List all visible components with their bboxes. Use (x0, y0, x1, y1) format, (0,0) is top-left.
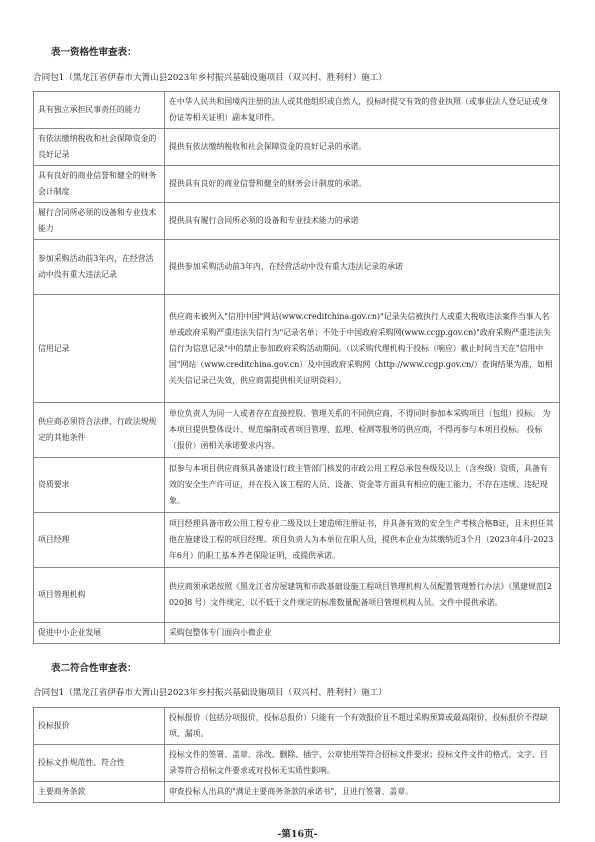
page-number: -第16页- (277, 829, 318, 840)
row-item: 项目经理 (34, 513, 165, 568)
row-item: 信用记录 (34, 295, 165, 403)
row-item: 参加采购活动前3年内，在经营活动中没有重大违法记录 (34, 240, 165, 295)
table2-title: 表二符合性审查表： (51, 663, 137, 674)
row-item: 投标文件规范性、符合性 (34, 745, 165, 782)
table-row (34, 745, 560, 782)
table-row (34, 92, 560, 129)
row-item: 有依法缴纳税收和社会保障资金的良好记录 (34, 129, 165, 166)
table-row (34, 203, 560, 240)
table-row (34, 513, 560, 568)
table-row (34, 708, 560, 745)
row-item: 具有良好的商业信誉和健全的财务会计制度 (34, 166, 165, 203)
table-row (34, 295, 560, 403)
row-item: 促进中小企业发展 (34, 623, 165, 644)
table-row (34, 240, 560, 295)
row-content: 提供具有良好的商业信誉和健全的财务会计制度的承诺。 (165, 166, 560, 203)
row-content: 在中华人民共和国境内注册的法人或其他组织或自然人，投标时提交有效的营业执照（或事业法人登记证或身份证等相关证明）副本复印件。 (165, 92, 560, 129)
row-content: 采购包整体专门面向小微企业 (165, 623, 560, 644)
row-content: 投标文件的签署、盖章、涂改、删除、插字、公章使用等符合招标文件要求；投标文件文件的格式、文字、目录等符合招标文件要求或对投标无实质性影响。 (165, 745, 560, 782)
row-content: 提供参加采购活动前3年内，在经营活动中没有重大违法记录的承诺 (165, 240, 560, 295)
row-content: 供应商未被列入"信用中国"网站(www.creditchina.gov.cn)"记录失信被执行人或重大税收违法案件当事人名单或政府采购严重违法失信行为"记录名单；不处于中国政府采购网(www.ccgp.gov.cn)"政府采购严重违法失信行为信息记录"中的禁止参加政府采购活动期间。（以采购代理机构于投标（响应）截止时间当天在"信用中国"网站（www.creditchina.gov.cn）及中国政府采购网（http://www.ccgp.gov.cn/）查询结果为准，如相关失信记录已失效，供应商需提供相关证明资料）。 (165, 295, 560, 403)
row-content: 供应商须承诺按照《黑龙江省房屋建筑和市政基础设施工程项目管理机构人员配置管理暂行办法》（黑建规范[2020]8 号）文件规定，以不低于文件规定的标准数量配备项目管理机构人员。文件中提供承诺。 (165, 568, 560, 623)
table-row (34, 403, 560, 458)
row-content: 提供具有履行合同所必须的设备和专业技术能力的承诺 (165, 203, 560, 240)
row-content: 审查投标人出具的"满足主要商务条款的承诺书"，且进行签署、盖章。 (165, 782, 560, 803)
table-row (34, 129, 560, 166)
table-row (34, 568, 560, 623)
row-item: 供应商必须符合法律、行政法规规定的其他条件 (34, 403, 165, 458)
table1-title: 表一资格性审查表： (51, 47, 137, 58)
row-item: 项目管理机构 (34, 568, 165, 623)
row-content: 单位负责人为同一人或者存在直接控股、管理关系的不同供应商，不得同时参加本采购项目（包组）投标。 为本项目提供整体设计、规范编制或者项目管理、监理、检测等服务的供应商，不得再参与本项目投标。 投标（报价）函相关承诺要求内容。 (165, 403, 560, 458)
row-content: 项目经理具备市政公用工程专业二级及以上建造师注册证书，并具备有效的安全生产考核合格B证，且未担任其他在施建设工程的项目经理。项目负责人为本单位在职人员，提供本企业为其缴纳近3个月（2023年4月-2023年6月）的职工基本养老保险证明，或提供承诺。 (165, 513, 560, 568)
table-row (34, 166, 560, 203)
row-item: 履行合同所必须的设备和专业技术能力 (34, 203, 165, 240)
table2-package: 合同包1（黑龙江省伊春市大箐山县2023年乡村振兴基础设施项目（双兴村、胜利村）施工） (33, 688, 387, 698)
row-item: 具有独立承担民事责任的能力 (34, 92, 165, 129)
row-content: 投标报价（包括分项报价，投标总报价）只能有一个有效报价且不超过采购预算或最高限价，投标报价不得缺项、漏项。 (165, 708, 560, 745)
table-row (34, 782, 560, 803)
row-item: 投标报价 (34, 708, 165, 745)
row-content: 提供有依法缴纳税收和社会保障资金的良好记录的承诺。 (165, 129, 560, 166)
row-item: 主要商务条款 (34, 782, 165, 803)
table-row (34, 458, 560, 513)
row-content: 拟参与本项目供应商须具备建设行政主管部门核发的市政公用工程总承包叁级及以上（含叁级）资质，具备有效的安全生产许可证，并在投入该工程的人员、设备、资金等方面具有相应的施工能力，不存在违规、违纪现象。 (165, 458, 560, 513)
conformity-table (33, 707, 560, 803)
table1-package: 合同包1（黑龙江省伊春市大箐山县2023年乡村振兴基础设施项目（双兴村、胜利村）施工） (33, 73, 387, 83)
table-row (34, 623, 560, 644)
row-item: 资质要求 (34, 458, 165, 513)
qualification-table (33, 91, 560, 644)
